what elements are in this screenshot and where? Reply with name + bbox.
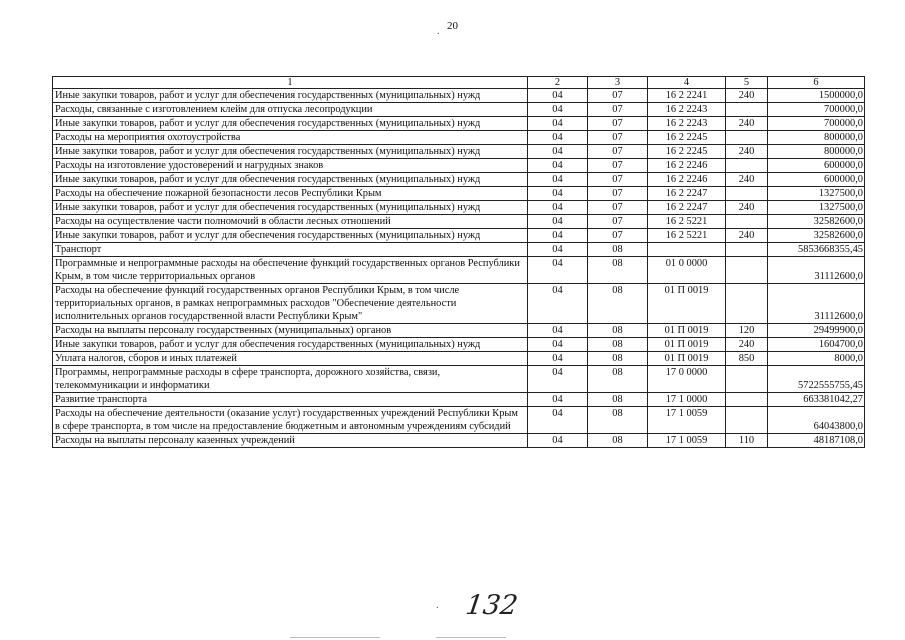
amount-cell: 1327500,0: [768, 201, 865, 215]
section-code-cell: 04: [528, 257, 588, 284]
row-name-cell: Транспорт: [53, 243, 528, 257]
row-name-cell: Иные закупки товаров, работ и услуг для обеспечения государственных (муниципальных) нужд: [53, 145, 528, 159]
target-article-cell: 16 2 2241: [648, 89, 726, 103]
section-code-cell: 04: [528, 117, 588, 131]
table-row: [53, 103, 865, 117]
target-article-cell: 16 2 2247: [648, 201, 726, 215]
row-name-cell: Расходы на обеспечение функций государственных органов Республики Крым, в том числе территориальных органов, в рамках непрограммных расходов "Обеспечение деятельности исполнительных органов государственной власти Республики Крым": [53, 284, 528, 324]
section-code-cell: 04: [528, 173, 588, 187]
header-cell: 5: [726, 77, 768, 89]
section-code-cell: 04: [528, 131, 588, 145]
subsection-code-cell: 07: [588, 215, 648, 229]
section-code-cell: 04: [528, 103, 588, 117]
table-row: [53, 229, 865, 243]
row-name-cell: Иные закупки товаров, работ и услуг для обеспечения государственных (муниципальных) нужд: [53, 89, 528, 103]
amount-cell: 1500000,0: [768, 89, 865, 103]
expense-type-cell: 240: [726, 338, 768, 352]
budget-table-body: [53, 77, 865, 448]
subsection-code-cell: 08: [588, 393, 648, 407]
amount-cell: 5853668355,45: [768, 243, 865, 257]
target-article-cell: 01 П 0019: [648, 338, 726, 352]
section-code-cell: 04: [528, 229, 588, 243]
amount-cell: 48187108,0: [768, 434, 865, 448]
expense-type-cell: 240: [726, 229, 768, 243]
amount-cell: 64043800,0: [768, 407, 865, 434]
table-row: [53, 324, 865, 338]
expense-type-cell: [726, 243, 768, 257]
expense-type-cell: 240: [726, 173, 768, 187]
expense-type-cell: 120: [726, 324, 768, 338]
table-row: [53, 159, 865, 173]
bottom-edge-mark: [436, 637, 506, 638]
section-code-cell: 04: [528, 215, 588, 229]
row-name-cell: Иные закупки товаров, работ и услуг для обеспечения государственных (муниципальных) нужд: [53, 117, 528, 131]
section-code-cell: 04: [528, 366, 588, 393]
subsection-code-cell: 08: [588, 352, 648, 366]
section-code-cell: 04: [528, 434, 588, 448]
table-row: [53, 338, 865, 352]
subsection-code-cell: 07: [588, 145, 648, 159]
amount-cell: 700000,0: [768, 117, 865, 131]
table-row: [53, 215, 865, 229]
target-article-cell: 16 2 2247: [648, 187, 726, 201]
subsection-code-cell: 07: [588, 103, 648, 117]
expense-type-cell: 240: [726, 117, 768, 131]
table-row: [53, 434, 865, 448]
handwritten-page-number: 132: [463, 590, 520, 621]
amount-cell: 1604700,0: [768, 338, 865, 352]
section-code-cell: 04: [528, 89, 588, 103]
target-article-cell: 16 2 2243: [648, 117, 726, 131]
target-article-cell: [648, 243, 726, 257]
target-article-cell: 16 2 5221: [648, 215, 726, 229]
amount-cell: 663381042,27: [768, 393, 865, 407]
table-row: [53, 89, 865, 103]
header-cell: 4: [648, 77, 726, 89]
target-article-cell: 16 2 5221: [648, 229, 726, 243]
subsection-code-cell: 08: [588, 324, 648, 338]
subsection-code-cell: 07: [588, 201, 648, 215]
expense-type-cell: [726, 131, 768, 145]
target-article-cell: 16 2 2245: [648, 145, 726, 159]
section-code-cell: 04: [528, 338, 588, 352]
expense-type-cell: 240: [726, 89, 768, 103]
section-code-cell: 04: [528, 187, 588, 201]
subsection-code-cell: 07: [588, 117, 648, 131]
amount-cell: 32582600,0: [768, 215, 865, 229]
subsection-code-cell: 08: [588, 366, 648, 393]
section-code-cell: 04: [528, 407, 588, 434]
table-row: [53, 117, 865, 131]
section-code-cell: 04: [528, 159, 588, 173]
target-article-cell: 01 0 0000: [648, 257, 726, 284]
table-row: [53, 284, 865, 324]
header-cell: 6: [768, 77, 865, 89]
table-row: [53, 187, 865, 201]
row-name-cell: Расходы на осуществление части полномочий в области лесных отношений: [53, 215, 528, 229]
row-name-cell: Расходы на обеспечение пожарной безопасности лесов Республики Крым: [53, 187, 528, 201]
expense-type-cell: 850: [726, 352, 768, 366]
subsection-code-cell: 08: [588, 434, 648, 448]
subsection-code-cell: 07: [588, 89, 648, 103]
subsection-code-cell: 08: [588, 257, 648, 284]
section-code-cell: 04: [528, 324, 588, 338]
row-name-cell: Иные закупки товаров, работ и услуг для обеспечения государственных (муниципальных) нужд: [53, 229, 528, 243]
table-row: [53, 201, 865, 215]
target-article-cell: 16 2 2246: [648, 173, 726, 187]
expense-type-cell: [726, 366, 768, 393]
row-name-cell: Иные закупки товаров, работ и услуг для обеспечения государственных (муниципальных) нужд: [53, 173, 528, 187]
subsection-code-cell: 08: [588, 243, 648, 257]
subsection-code-cell: 08: [588, 338, 648, 352]
target-article-cell: 01 П 0019: [648, 284, 726, 324]
amount-cell: 31112600,0: [768, 284, 865, 324]
table-row: [53, 407, 865, 434]
row-name-cell: Программные и непрограммные расходы на обеспечение функций государственных органов Республики Крым, в том числе территориальных органов: [53, 257, 528, 284]
amount-cell: 800000,0: [768, 145, 865, 159]
table-row: [53, 173, 865, 187]
target-article-cell: 01 П 0019: [648, 324, 726, 338]
expense-type-cell: [726, 407, 768, 434]
target-article-cell: 16 2 2243: [648, 103, 726, 117]
amount-cell: 29499900,0: [768, 324, 865, 338]
section-code-cell: 04: [528, 145, 588, 159]
table-header-row: [53, 77, 865, 89]
amount-cell: 1327500,0: [768, 187, 865, 201]
row-name-cell: Уплата налогов, сборов и иных платежей: [53, 352, 528, 366]
amount-cell: 800000,0: [768, 131, 865, 145]
amount-cell: 600000,0: [768, 173, 865, 187]
row-name-cell: Расходы на выплаты персоналу казенных учреждений: [53, 434, 528, 448]
subsection-code-cell: 07: [588, 229, 648, 243]
row-name-cell: Развитие транспорта: [53, 393, 528, 407]
table-row: [53, 366, 865, 393]
expense-type-cell: [726, 257, 768, 284]
target-article-cell: 17 0 0000: [648, 366, 726, 393]
table-row: [53, 257, 865, 284]
table-row: [53, 352, 865, 366]
expense-type-cell: [726, 187, 768, 201]
amount-cell: 31112600,0: [768, 257, 865, 284]
subsection-code-cell: 08: [588, 284, 648, 324]
section-code-cell: 04: [528, 393, 588, 407]
row-name-cell: Иные закупки товаров, работ и услуг для обеспечения государственных (муниципальных) нужд: [53, 201, 528, 215]
amount-cell: 32582600,0: [768, 229, 865, 243]
bottom-edge-mark: [290, 637, 380, 638]
subsection-code-cell: 07: [588, 159, 648, 173]
row-name-cell: Расходы, связанные с изготовлением клейм для отпуска лесопродукции: [53, 103, 528, 117]
expense-type-cell: 110: [726, 434, 768, 448]
subsection-code-cell: 07: [588, 131, 648, 145]
target-article-cell: 17 1 0059: [648, 434, 726, 448]
expense-type-cell: [726, 215, 768, 229]
section-code-cell: 04: [528, 352, 588, 366]
amount-cell: 5722555755,45: [768, 366, 865, 393]
expense-type-cell: [726, 103, 768, 117]
subsection-code-cell: 07: [588, 187, 648, 201]
row-name-cell: Расходы на мероприятия охотоустройства: [53, 131, 528, 145]
section-code-cell: 04: [528, 284, 588, 324]
amount-cell: 700000,0: [768, 103, 865, 117]
section-code-cell: 04: [528, 201, 588, 215]
row-name-cell: Расходы на обеспечение деятельности (оказание услуг) государственных учреждений Республики Крым в сфере транспорта, в том числе на предоставление бюджетным и автономным учреждениям субсидий: [53, 407, 528, 434]
header-cell: 2: [528, 77, 588, 89]
target-article-cell: 17 1 0059: [648, 407, 726, 434]
subsection-code-cell: 07: [588, 173, 648, 187]
row-name-cell: Программы, непрограммные расходы в сфере транспорта, дорожного хозяйства, связи, телекоммуникации и информатики: [53, 366, 528, 393]
page-number: 20: [447, 20, 458, 32]
expense-type-cell: [726, 284, 768, 324]
expense-type-cell: 240: [726, 201, 768, 215]
amount-cell: 600000,0: [768, 159, 865, 173]
expense-type-cell: 240: [726, 145, 768, 159]
table-row: [53, 145, 865, 159]
table-row: [53, 243, 865, 257]
budget-table: [52, 76, 865, 448]
table-row: [53, 131, 865, 145]
table-row: [53, 393, 865, 407]
header-cell: 3: [588, 77, 648, 89]
header-cell: 1: [53, 77, 528, 89]
target-article-cell: 16 2 2245: [648, 131, 726, 145]
stray-mark: .: [436, 600, 439, 611]
row-name-cell: Иные закупки товаров, работ и услуг для обеспечения государственных (муниципальных) нужд: [53, 338, 528, 352]
subsection-code-cell: 08: [588, 407, 648, 434]
amount-cell: 8000,0: [768, 352, 865, 366]
expense-type-cell: [726, 393, 768, 407]
stray-mark: .: [437, 26, 440, 37]
target-article-cell: 01 П 0019: [648, 352, 726, 366]
budget-table-wrapper: [52, 76, 864, 448]
row-name-cell: Расходы на изготовление удостоверений и нагрудных знаков: [53, 159, 528, 173]
target-article-cell: 17 1 0000: [648, 393, 726, 407]
expense-type-cell: [726, 159, 768, 173]
section-code-cell: 04: [528, 243, 588, 257]
target-article-cell: 16 2 2246: [648, 159, 726, 173]
row-name-cell: Расходы на выплаты персоналу государственных (муниципальных) органов: [53, 324, 528, 338]
